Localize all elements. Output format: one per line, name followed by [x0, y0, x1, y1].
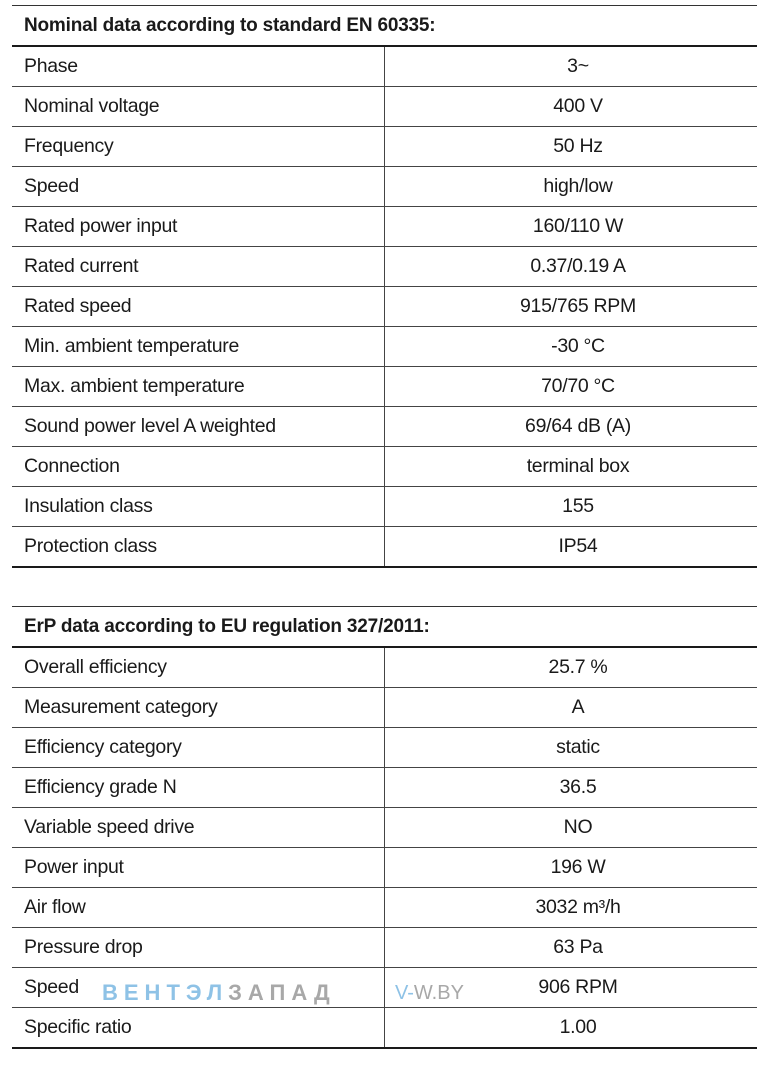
erp-row-label: Variable speed drive: [12, 808, 385, 848]
erp-row: [12, 928, 757, 968]
erp-row-value: NO: [385, 808, 758, 848]
erp-row-label: Overall efficiency: [12, 647, 385, 688]
watermark-brand-part1: ВЕНТЭЛ: [102, 980, 229, 1005]
nominal-row-value: 70/70 °C: [385, 367, 758, 407]
nominal-row: [12, 87, 757, 127]
nominal-table-title: Nominal data according to standard EN 60335:: [12, 6, 757, 47]
nominal-row-value: 3~: [385, 46, 758, 87]
watermark-brand-part2: ЗАПАД: [228, 980, 336, 1005]
nominal-row-label: Max. ambient temperature: [12, 367, 385, 407]
erp-row: [12, 808, 757, 848]
erp-row-label: Measurement category: [12, 688, 385, 728]
nominal-row-label: Nominal voltage: [12, 87, 385, 127]
erp-row-label: Air flow: [12, 888, 385, 928]
erp-row: [12, 848, 757, 888]
watermark-brand: [102, 980, 336, 1006]
erp-row: [12, 888, 757, 928]
erp-row-value: 3032 m³/h: [385, 888, 758, 928]
erp-header-row: [12, 607, 757, 648]
watermark-url-part1: V-: [395, 982, 414, 1004]
nominal-row-label: Frequency: [12, 127, 385, 167]
nominal-row: [12, 407, 757, 447]
nominal-row: [12, 207, 757, 247]
nominal-row-label: Rated current: [12, 247, 385, 287]
nominal-row-value: 915/765 RPM: [385, 287, 758, 327]
nominal-row: [12, 487, 757, 527]
erp-row-value: 196 W: [385, 848, 758, 888]
nominal-data-table: [12, 5, 757, 568]
nominal-row-label: Connection: [12, 447, 385, 487]
nominal-row-value: IP54: [558, 535, 598, 557]
nominal-row-value: 400 V: [385, 87, 758, 127]
nominal-row: [12, 527, 757, 568]
erp-row-value: 63 Pa: [385, 928, 758, 968]
nominal-row: [12, 46, 757, 87]
nominal-row: [12, 367, 757, 407]
nominal-row: [12, 287, 757, 327]
nominal-row: [12, 127, 757, 167]
erp-row-value: 36.5: [385, 768, 758, 808]
nominal-row-value: terminal box: [385, 447, 758, 487]
nominal-row-label: Speed: [12, 167, 385, 207]
erp-row-value: 906 RPM: [385, 968, 758, 1008]
nominal-row-label: Rated power input: [12, 207, 385, 247]
nominal-row: [12, 327, 757, 367]
nominal-row-label: Phase: [12, 46, 385, 87]
nominal-row-label: Sound power level A weighted: [12, 407, 385, 447]
nominal-row: [12, 167, 757, 207]
nominal-row: [12, 447, 757, 487]
nominal-row-label: Min. ambient temperature: [12, 327, 385, 367]
erp-row-value: 25.7 %: [385, 647, 758, 688]
erp-row-label: Efficiency grade N: [12, 768, 385, 808]
erp-row-label: Speed: [12, 968, 385, 1008]
nominal-row-value: 160/110 W: [385, 207, 758, 247]
nominal-row-label: Protection class: [12, 527, 385, 568]
erp-row-value: A: [385, 688, 758, 728]
nominal-row-value: -30 °C: [385, 327, 758, 367]
nominal-row-label: Insulation class: [12, 487, 385, 527]
erp-row: [12, 688, 757, 728]
erp-row-label: Power input: [12, 848, 385, 888]
nominal-row: [12, 247, 757, 287]
erp-row: [12, 768, 757, 808]
erp-row: [12, 647, 757, 688]
nominal-row-value: 0.37/0.19 A: [385, 247, 758, 287]
nominal-table-body: [12, 46, 757, 567]
erp-row: [12, 728, 757, 768]
nominal-row-value: high/low: [385, 167, 758, 207]
erp-row-label: Efficiency category: [12, 728, 385, 768]
erp-row-value: static: [385, 728, 758, 768]
erp-row-label: Pressure drop: [12, 928, 385, 968]
nominal-row-value: 50 Hz: [385, 127, 758, 167]
erp-row-label: Specific ratio: [12, 1008, 385, 1049]
nominal-row-value: 155: [385, 487, 758, 527]
nominal-row-value: 69/64 dB (A): [385, 407, 758, 447]
nominal-row-label: Rated speed: [12, 287, 385, 327]
erp-row: [12, 1008, 757, 1049]
watermark-url-part2: W.BY: [413, 982, 464, 1004]
erp-row-value: 1.00: [559, 1016, 597, 1038]
nominal-header-row: [12, 6, 757, 47]
watermark-url: [395, 982, 464, 1005]
erp-table-title: ErP data according to EU regulation 327/2011:: [12, 607, 757, 648]
